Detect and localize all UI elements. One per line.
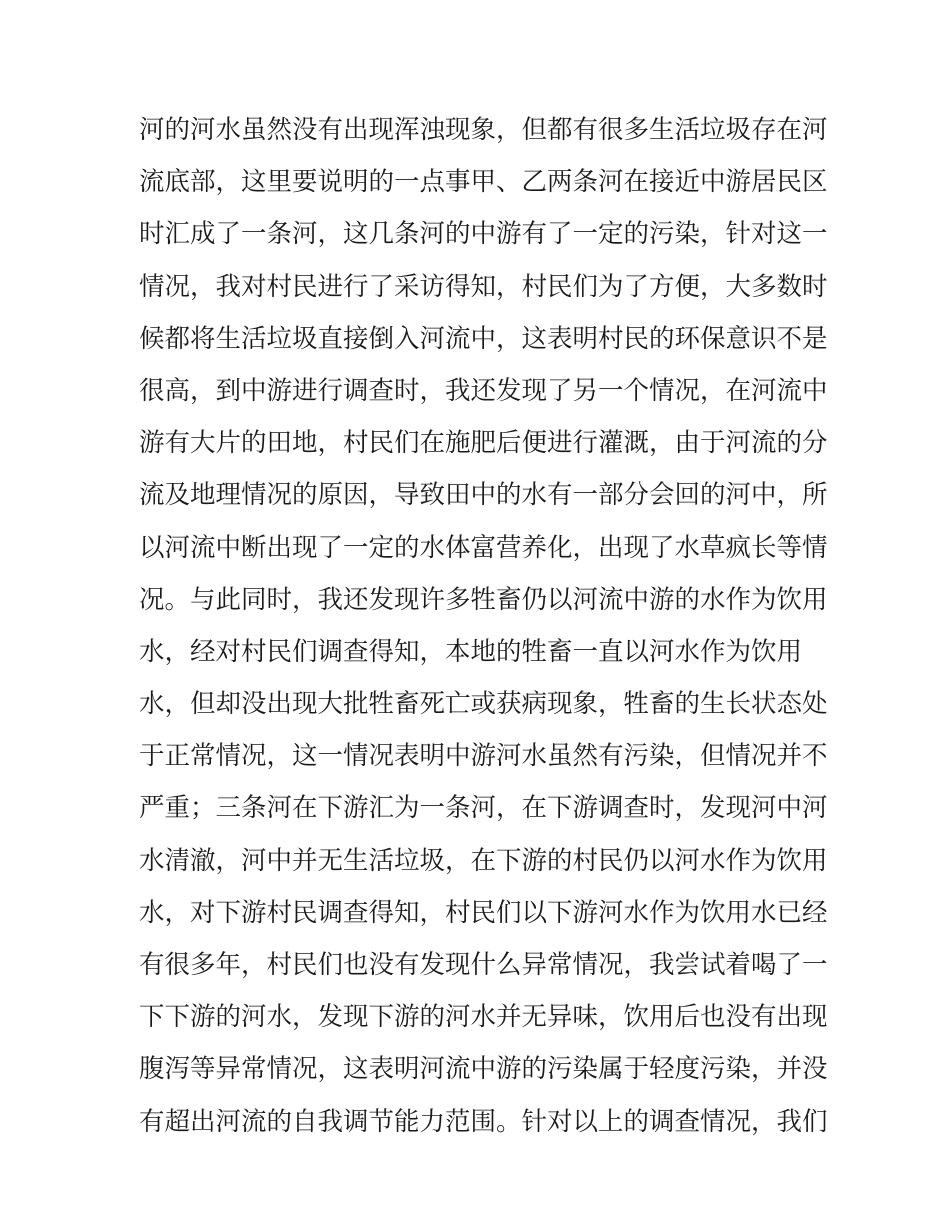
body-paragraph bbox=[139, 104, 829, 1148]
text-line-5: 候都将生活垃圾直接倒入河流中，这表明村民的环保意识不是 bbox=[139, 323, 828, 354]
text-line-3: 时汇成了一条河，这几条河的中游有了一定的污染，针对这一 bbox=[139, 219, 828, 250]
text-line-19: 腹泻等异常情况，这表明河流中游的污染属于轻度污染，并没 bbox=[139, 1054, 828, 1085]
text-line-16: 水，对下游村民调查得知，村民们以下游河水作为饮用水已经 bbox=[139, 897, 828, 928]
text-line-7: 游有大片的田地，村民们在施肥后便进行灌溉，由于河流的分 bbox=[139, 428, 828, 459]
text-line-13: 于正常情况，这一情况表明中游河水虽然有污染，但情况并不 bbox=[139, 741, 828, 772]
text-line-9: 以河流中断出现了一定的水体富营养化，出现了水草疯长等情 bbox=[139, 532, 828, 563]
text-line-4: 情况，我对村民进行了采访得知，村民们为了方便，大多数时 bbox=[139, 271, 828, 302]
text-line-14: 严重；三条河在下游汇为一条河，在下游调查时，发现河中河 bbox=[139, 793, 828, 824]
text-line-11: 水，经对村民们调查得知，本地的牲畜一直以河水作为饮用 bbox=[139, 636, 803, 667]
text-line-10: 况。与此同时，我还发现许多牲畜仍以河流中游的水作为饮用 bbox=[139, 584, 828, 615]
text-line-15: 水清澈，河中并无生活垃圾，在下游的村民仍以河水作为饮用 bbox=[139, 845, 828, 876]
text-line-2: 流底部，这里要说明的一点事甲、乙两条河在接近中游居民区 bbox=[139, 167, 828, 198]
text-line-17: 有很多年，村民们也没有发现什么异常情况，我尝试着喝了一 bbox=[139, 950, 828, 980]
text-line-1: 河的河水虽然没有出现浑浊现象，但都有很多生活垃圾存在河 bbox=[139, 115, 828, 145]
text-line-12: 水，但却没出现大批牲畜死亡或获病现象，牲畜的生长状态处 bbox=[139, 689, 828, 720]
text-line-6: 很高，到中游进行调查时，我还发现了另一个情况，在河流中 bbox=[139, 375, 828, 406]
text-line-20: 有超出河流的自我调节能力范围。针对以上的调查情况，我们 bbox=[139, 1106, 828, 1137]
text-line-18: 下下游的河水，发现下游的河水并无异味，饮用后也没有出现 bbox=[139, 1002, 828, 1033]
text-line-8: 流及地理情况的原因，导致田中的水有一部分会回的河中，所 bbox=[139, 480, 828, 511]
